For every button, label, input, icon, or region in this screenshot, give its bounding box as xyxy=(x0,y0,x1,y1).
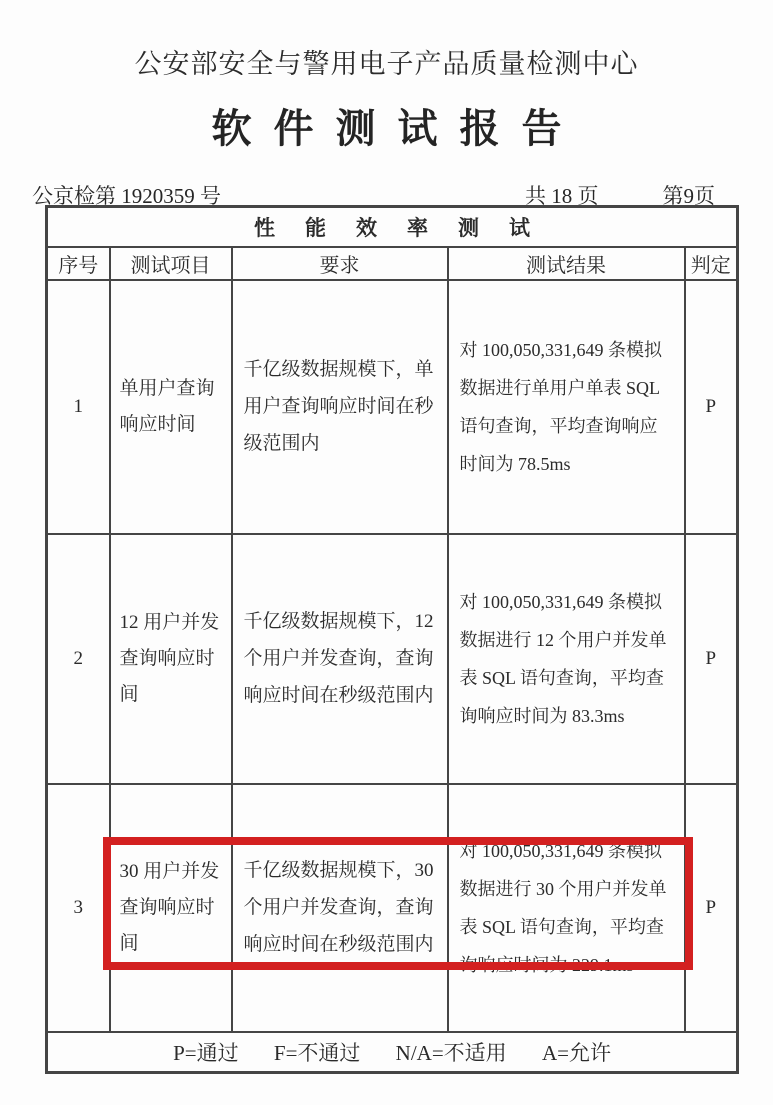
table-row-highlighted xyxy=(47,784,738,1032)
column-header-judgment: 判定 xyxy=(685,247,738,280)
row-item: 30 用户并发查询响应时间 xyxy=(110,784,232,1032)
section-title-row xyxy=(47,207,738,247)
column-header-req: 要求 xyxy=(232,247,448,280)
column-header-no: 序号 xyxy=(47,247,110,280)
row-judgment: P xyxy=(685,280,738,534)
table-row xyxy=(47,534,738,784)
row-judgment: P xyxy=(685,784,738,1032)
report-title: 软件测试报告 xyxy=(211,106,584,151)
table-header-row xyxy=(47,247,738,280)
row-no: 1 xyxy=(47,280,110,534)
legend-pass: P=通过 xyxy=(173,1040,239,1065)
performance-test-table xyxy=(45,205,739,1074)
row-no: 2 xyxy=(47,534,110,784)
row-req: 千亿级数据规模下，12 个用户并发查询，查询响应时间在秒级范围内 xyxy=(232,534,448,784)
row-item: 单用户查询响应时间 xyxy=(110,280,232,534)
row-req: 千亿级数据规模下，30 个用户并发查询，查询响应时间在秒级范围内 xyxy=(232,784,448,1032)
doc-number: 公京检第 1920359 号 xyxy=(32,184,221,208)
row-no: 3 xyxy=(47,784,110,1032)
table-row xyxy=(47,280,738,534)
legend-row xyxy=(47,1032,738,1073)
legend-allowed: A=允许 xyxy=(541,1040,611,1065)
total-pages: 共 18 页 xyxy=(525,184,599,208)
row-result: 对 100,050,331,649 条模拟数据进行单用户单表 SQL 语句查询，平均查询响应时间为 78.5ms xyxy=(448,280,685,534)
section-title: 性能效率测试 xyxy=(254,215,561,240)
org-name: 公安部安全与警用电子产品质量检测中心 xyxy=(134,49,639,79)
legend-not-applicable: N/A=不适用 xyxy=(395,1040,507,1065)
current-page: 第9页 xyxy=(662,184,715,208)
row-judgment: P xyxy=(685,534,738,784)
legend-fail: F=不通过 xyxy=(273,1040,361,1065)
column-header-result: 测试结果 xyxy=(448,247,685,280)
row-req: 千亿级数据规模下，单用户查询响应时间在秒级范围内 xyxy=(232,280,448,534)
row-result: 对 100,050,331,649 条模拟数据进行 12 个用户并发单表 SQL 语句查询，平均查询响应时间为 83.3ms xyxy=(448,534,685,784)
row-item: 12 用户并发查询响应时间 xyxy=(110,534,232,784)
column-header-item: 测试项目 xyxy=(110,247,232,280)
row-result: 对 100,050,331,649 条模拟数据进行 30 个用户并发单表 SQL 语句查询，平均查询响应时间为 229.1ms xyxy=(448,784,685,1032)
